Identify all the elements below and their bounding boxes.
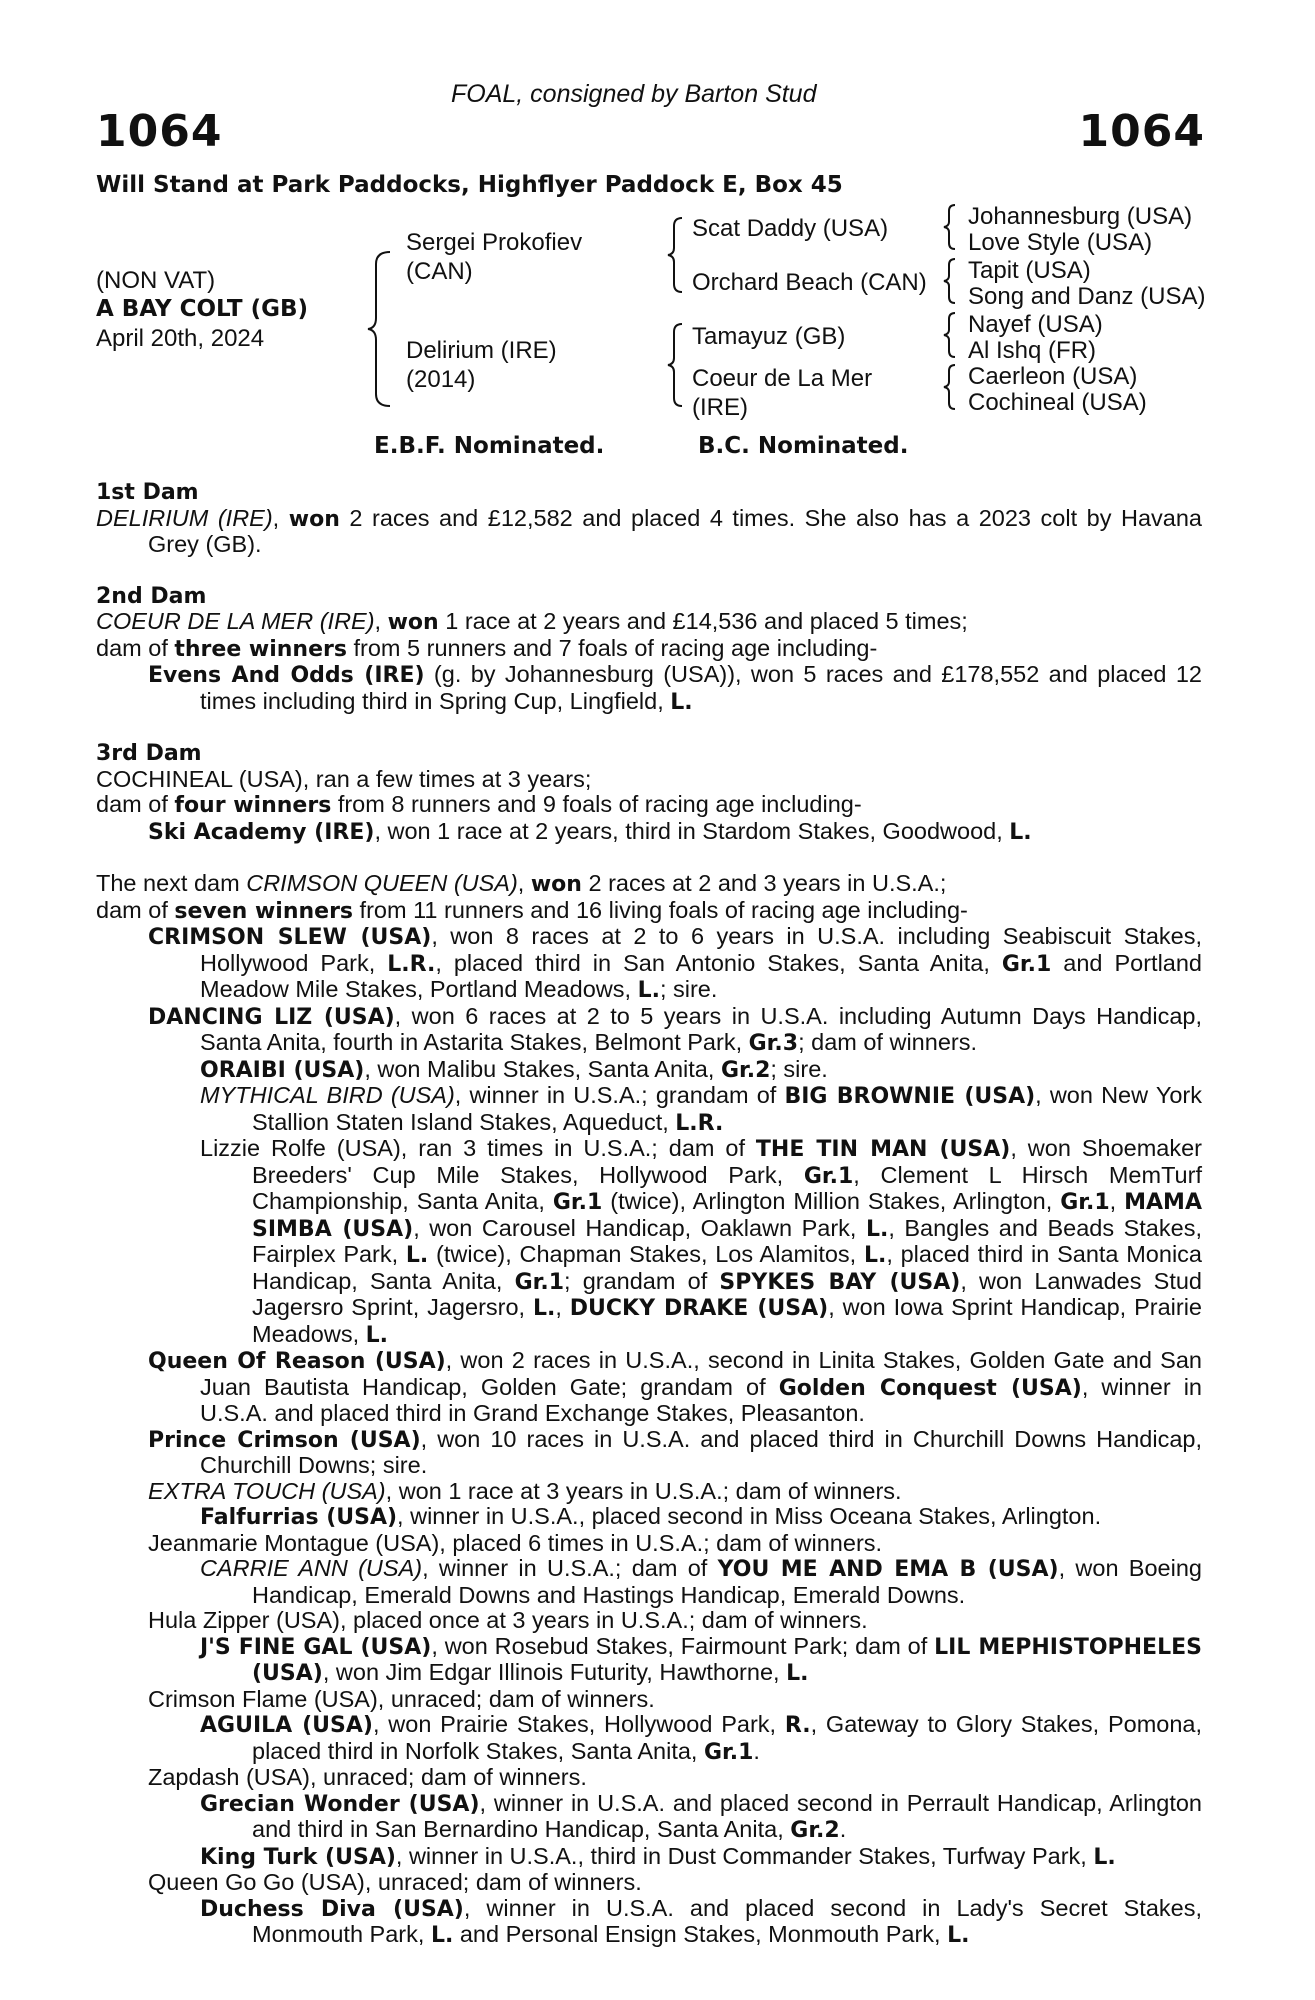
horse-name: A BAY COLT (GB)	[96, 296, 309, 322]
pedigree-brace-gen1	[364, 248, 394, 410]
produce-record	[96, 480, 1202, 1949]
entry-prince-crimson: Prince Crimson (USA), won 10 races in U.S.A. and placed third in Churchill Downs Handicap, Churchill Downs; sire.	[148, 1425, 1202, 1478]
third-dam-produce: dam of four winners from 8 runners and 9 foals of racing age including-	[96, 791, 862, 818]
second-dam-entry: Evens And Odds (IRE) (g. by Johannesburg (USA)), won 5 races and £178,552 and placed 12 times including third in Spring Cup, Lingfield, L.	[148, 661, 1202, 715]
sire-dam: Orchard Beach (CAN)	[692, 269, 927, 296]
gen3-dds: Caerleon (USA)	[968, 363, 1138, 390]
entry-carrie-ann: CARRIE ANN (USA), winner in U.S.A.; dam of YOU ME AND EMA B (USA), won Boeing Handicap, Emerald Downs and Hastings Handicap, Emerald Downs.	[200, 1555, 1202, 1608]
pedigree-brace-sd	[940, 256, 958, 306]
entry-oraibi: ORAIBI (USA), won Malibu Stakes, Santa Anita, Gr.2; sire.	[200, 1055, 828, 1083]
gen3-ssd: Love Style (USA)	[968, 229, 1153, 256]
pedigree-brace-ss	[940, 202, 958, 252]
entry-queen-go-go: Queen Go Go (USA), unraced; dam of winners.	[148, 1869, 642, 1895]
first-dam-text: DELIRIUM (IRE), won 2 races and £12,582 and placed 4 times. She also has a 2023 colt by Havana Grey (GB).	[96, 504, 1203, 557]
gen3-sss: Johannesburg (USA)	[968, 203, 1193, 230]
pedigree-brace-dam	[664, 320, 686, 410]
gen3-sds: Tapit (USA)	[968, 257, 1091, 284]
entry-js-fine-gal: J'S FINE GAL (USA), won Rosebud Stakes, Fairmount Park; dam of LIL MEPHISTOPHELES (USA), won Jim Edgar Illinois Futurity, Hawthorne, L.	[200, 1632, 1202, 1686]
entry-mythical-bird: MYTHICAL BIRD (USA), winner in U.S.A.; grandam of BIG BROWNIE (USA), won New York Stallion Staten Island Stakes, Aqueduct, L.R.	[200, 1082, 1202, 1136]
lot-number-left: 1064	[96, 106, 223, 157]
second-dam-section	[96, 584, 1202, 716]
ebf-nomination: E.B.F. Nominated.	[374, 433, 605, 459]
lot-number-right: 1064	[1078, 106, 1205, 157]
gen3-dsd: Al Ishq (FR)	[968, 337, 1097, 364]
third-dam-entry: Ski Academy (IRE), won 1 race at 2 years, third in Stardom Stakes, Goodwood, L.	[148, 817, 1032, 845]
entry-extra-touch: EXTRA TOUCH (USA), won 1 race at 3 years in U.S.A.; dam of winners.	[148, 1477, 902, 1504]
entry-zapdash: Zapdash (USA), unraced; dam of winners.	[148, 1764, 587, 1790]
gen3-sdd: Song and Danz (USA)	[968, 283, 1206, 310]
entry-dancing-liz: DANCING LIZ (USA), won 6 races at 2 to 5 years in U.S.A. including Autumn Days Handicap, Santa Anita, fourth in Astarita Stakes, Belmont Park, Gr.3; dam of winners.	[148, 1002, 1202, 1056]
gen3-ddd: Cochineal (USA)	[968, 389, 1147, 416]
entry-king-turk: King Turk (USA), winner in U.S.A., third in Dust Commander Stakes, Turfway Park, L.	[200, 1842, 1116, 1870]
next-dam-text: The next dam CRIMSON QUEEN (USA), won 2 races at 2 and 3 years in U.S.A.;	[96, 870, 947, 897]
entry-lizzie-rolfe: Lizzie Rolfe (USA), ran 3 times in U.S.A.; dam of THE TIN MAN (USA), won Shoemaker Breeders' Cup Mile Stakes, Hollywood Park, Gr.1, Clement L Hirsch MemTurf Championship, Santa Anita, Gr.1 (twice), Arlington Million Stakes, Arlington, Gr.1, MAMA SIMBA (USA), won Carousel Handicap, Oaklawn Park, L., Bangles and Beads Stakes, Fairplex Park, L. (twice), Chapman Stakes, Los Alamitos, L., placed third in Santa Monica Handicap, Santa Anita, Gr.1; grandam of SPYKES BAY (USA), won Lanwades Stud Jagersro Sprint, Jagersro, L., DUCKY DRAKE (USA), won Iowa Sprint Handicap, Prairie Meadows, L.	[200, 1135, 1203, 1348]
vat-status: (NON VAT)	[96, 267, 216, 294]
entry-crimson-slew: CRIMSON SLEW (USA), won 8 races at 2 to 6 years in U.S.A. including Seabiscuit Stakes, Hollywood Park, L.R., placed third in San Antonio Stakes, Santa Anita, Gr.1 and Portland Meadow Mile Stakes, Portland Meadows, L.; sire.	[148, 923, 1202, 1003]
first-dam-heading: 1st Dam	[96, 480, 199, 505]
consignment-line: FOAL, consigned by Barton Stud	[451, 80, 817, 108]
entry-hula-zipper: Hula Zipper (USA), placed once at 3 years in U.S.A.; dam of winners.	[148, 1607, 868, 1633]
third-dam-heading: 3rd Dam	[96, 741, 202, 766]
second-dam-heading: 2nd Dam	[96, 583, 207, 609]
second-dam-text: COEUR DE LA MER (IRE), won 1 race at 2 years and £14,536 and placed 5 times;	[96, 608, 968, 635]
third-dam-text: COCHINEAL (USA), ran a few times at 3 years;	[96, 765, 592, 792]
foaling-date: April 20th, 2024	[96, 325, 265, 352]
dam-name: Delirium (IRE) (2014)	[406, 337, 557, 393]
entry-duchess-diva: Duchess Diva (USA), winner in U.S.A. and placed second in Lady's Secret Stakes, Monmouth Park, L. and Personal Ensign Stakes, Monmouth Park, L.	[200, 1894, 1202, 1948]
entry-grecian-wonder: Grecian Wonder (USA), winner in U.S.A. and placed second in Perrault Handicap, Arlington and third in San Bernardino Handicap, Santa Anita, Gr.2.	[200, 1789, 1203, 1843]
entry-queen-of-reason: Queen Of Reason (USA), won 2 races in U.S.A., second in Linita Stakes, Golden Gate and San Juan Bautista Handicap, Golden Gate; grandam of Golden Conquest (USA), winner in U.S.A. and placed third in Grand Exchange Stakes, Pleasanton.	[148, 1347, 1203, 1426]
dam-sire: Tamayuz (GB)	[692, 323, 846, 350]
third-dam-section	[96, 741, 1202, 845]
pedigree-brace-ds	[940, 310, 958, 360]
bc-nomination: B.C. Nominated.	[698, 433, 909, 459]
entry-crimson-flame: Crimson Flame (USA), unraced; dam of winners.	[148, 1685, 655, 1712]
sire-name: Sergei Prokofiev (CAN)	[406, 229, 583, 285]
stand-location: Will Stand at Park Paddocks, Highflyer Paddock E, Box 45	[96, 172, 843, 198]
entry-falfurrias: Falfurrias (USA), winner in U.S.A., placed second in Miss Oceana Stakes, Arlington.	[200, 1503, 1102, 1530]
first-dam-section	[96, 480, 1202, 558]
next-dam-produce: dam of seven winners from 11 runners and 16 living foals of racing age including-	[96, 896, 968, 924]
gen3-dss: Nayef (USA)	[968, 311, 1103, 338]
pedigree-brace-dd	[940, 362, 958, 412]
second-dam-produce: dam of three winners from 5 runners and 7 foals of racing age including-	[96, 634, 878, 662]
dam-dam: Coeur de La Mer (IRE)	[692, 365, 873, 421]
entry-jeanmarie-montague: Jeanmarie Montague (USA), placed 6 times in U.S.A.; dam of winners.	[148, 1529, 883, 1556]
sire-sire: Scat Daddy (USA)	[692, 215, 889, 242]
entry-aguila: AGUILA (USA), won Prairie Stakes, Hollywood Park, R., Gateway to Glory Stakes, Pomona, placed third in Norfolk Stakes, Santa Anita, Gr.1.	[200, 1711, 1203, 1765]
pedigree-brace-sire	[664, 214, 686, 296]
next-dam-section	[96, 871, 1202, 1949]
